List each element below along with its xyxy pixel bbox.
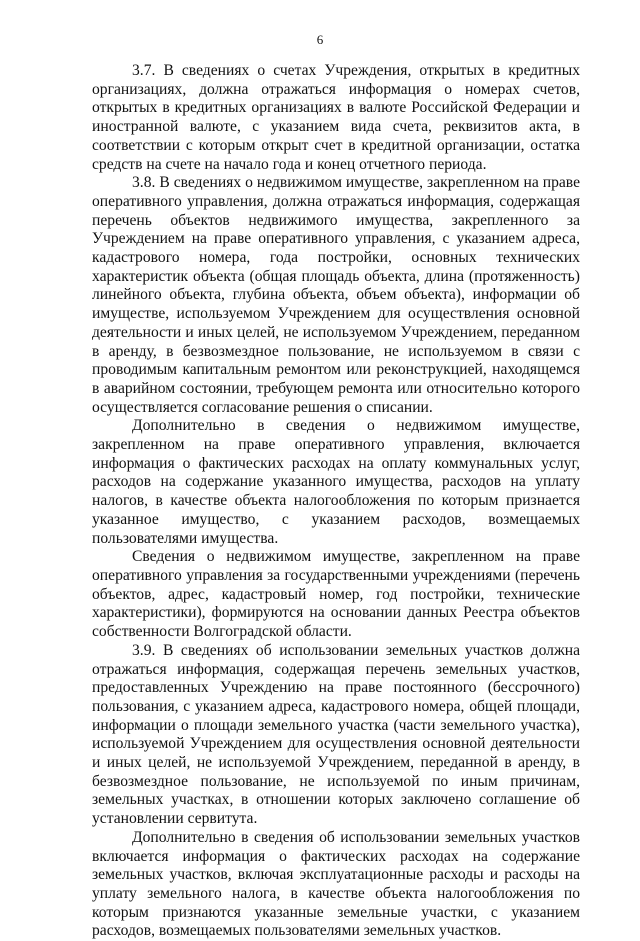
- document-body: [92, 62, 580, 941]
- paragraph-land-expenses: Дополнительно в сведения об использовании земельных участков включается информация о фактических расходах на содержание земельных участков, включая эксплуатационные расходы и расходы на уплату земельного налога, в качестве объекта налогообложения по которым признаются указанные земельные участки, с указанием расходов, возмещаемых пользователями земельных участков.: [92, 828, 580, 940]
- paragraph-3-9-land-plots: 3.9. В сведениях об использовании земельных участков должна отражаться информация, содержащая перечень земельных участков, предоставленных Учреждению на праве постоянного (бессрочного) пользования, с указанием адреса, кадастрового номера, общей площади, информации о площади земельного участка (части земельного участка), используемой Учреждением для осуществления основной деятельности и иных целей, не используемой Учреждением, переданной в аренду, в безвозмездное пользование, не используемой по иным причинам, земельных участках, в отношении которых заключено соглашение об установлении сервитута.: [92, 641, 580, 828]
- page-number: 6: [316, 32, 324, 47]
- paragraph-real-estate-expenses: Дополнительно в сведения о недвижимом имуществе, закрепленном на праве оперативного управления, включается информация о фактических расходах на оплату коммунальных услуг, расходов на содержание указанного имущества, расходов на уплату налогов, в качестве объекта налогообложения по которым признается указанное имущество, с указанием расходов, возмещаемых пользователями имущества.: [92, 417, 580, 547]
- paragraph-3-8-real-estate: 3.8. В сведениях о недвижимом имуществе, закрепленном на праве оперативного управления, должна отражаться информация, содержащая перечень объектов недвижимого имущества, закрепленного за Учреждением на праве оперативного управления, с указанием адреса, кадастрового номера, года постройки, основных технических характеристик объекта (общая площадь объекта, длина (протяженность) линейного объекта, глубина объекта, объем объекта), информации об имуществе, используемом Учреждением для осуществления основной деятельности и иных целей, не используемом Учреждением, переданном в аренду, в безвозмездное пользование, не используемом в связи с проводимым капитальным ремонтом или реконструкцией, находящемся в аварийном состоянии, требующем ремонта или относительно которого осуществляется согласование решения о списании.: [92, 174, 580, 416]
- paragraph-real-estate-registry: Сведения о недвижимом имуществе, закрепленном на праве оперативного управления за государственными учреждениями (перечень объектов, адрес, кадастровый номер, год постройки, технические характеристики), формируются на основании данных Реестра объектов собственности Волгоградской области.: [92, 548, 580, 641]
- paragraph-3-7-accounts: 3.7. В сведениях о счетах Учреждения, открытых в кредитных организациях, должна отражаться информация о номерах счетов, открытых в кредитных организациях в валюте Российской Федерации и иностранной валюте, с указанием вида счета, реквизитов акта, в соответствии с которым открыт счет в кредитной организации, остатка средств на счете на начало года и конец отчетного периода.: [92, 62, 580, 173]
